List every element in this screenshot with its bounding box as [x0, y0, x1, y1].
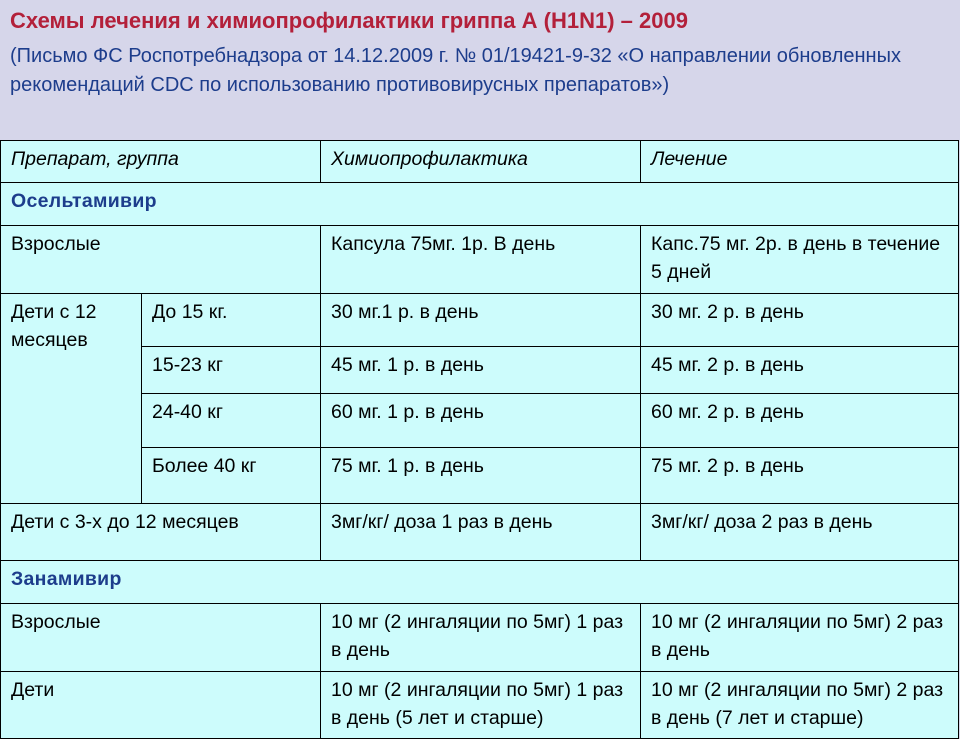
treatment-cell: 45 мг. 2 р. в день — [641, 347, 959, 394]
prophylaxis-cell: 60 мг. 1 р. в день — [321, 394, 641, 448]
slide-header — [0, 0, 960, 138]
group-cell: Дети с 12 месяцев — [1, 294, 142, 504]
prophylaxis-cell: 75 мг. 1 р. в день — [321, 448, 641, 504]
header-treatment: Лечение — [641, 141, 959, 183]
weight-cell: 15-23 кг — [142, 347, 321, 394]
section-row-oseltamivir — [1, 183, 959, 226]
treatment-cell: 75 мг. 2 р. в день — [641, 448, 959, 504]
table-row — [1, 504, 959, 561]
table-header-row — [1, 141, 959, 183]
prophylaxis-cell: 10 мг (2 ингаляции по 5мг) 1 раз в день (5 лет и старше) — [321, 672, 641, 739]
table-row — [1, 226, 959, 294]
group-cell: Дети с 3-х до 12 месяцев — [1, 504, 321, 561]
header-prophylaxis: Химиопрофилактика — [321, 141, 641, 183]
group-cell: Взрослые — [1, 226, 321, 294]
weight-cell: Более 40 кг — [142, 448, 321, 504]
section-title-oseltamivir: Осельтамивир — [1, 183, 959, 226]
treatment-cell: 10 мг (2 ингаляции по 5мг) 2 раз в день (7 лет и старше) — [641, 672, 959, 739]
table-row — [1, 394, 959, 448]
treatment-cell: 60 мг. 2 р. в день — [641, 394, 959, 448]
table-row — [1, 672, 959, 739]
table-row — [1, 347, 959, 394]
weight-cell: До 15 кг. — [142, 294, 321, 347]
header-drug-group: Препарат, группа — [1, 141, 321, 183]
group-cell: Дети — [1, 672, 321, 739]
treatment-cell: 3мг/кг/ доза 2 раз в день — [641, 504, 959, 561]
prophylaxis-cell: Капсула 75мг. 1р. В день — [321, 226, 641, 294]
prophylaxis-cell: 30 мг.1 р. в день — [321, 294, 641, 347]
prophylaxis-cell: 45 мг. 1 р. в день — [321, 347, 641, 394]
treatment-cell: 10 мг (2 ингаляции по 5мг) 2 раз в день — [641, 604, 959, 672]
weight-cell: 24-40 кг — [142, 394, 321, 448]
prophylaxis-cell: 10 мг (2 ингаляции по 5мг) 1 раз в день — [321, 604, 641, 672]
treatment-cell: 30 мг. 2 р. в день — [641, 294, 959, 347]
page-title: Схемы лечения и химиопрофилактики гриппа А (H1N1) – 2009 — [10, 8, 688, 33]
table-row — [1, 448, 959, 504]
group-cell: Взрослые — [1, 604, 321, 672]
section-title-zanamivir: Занамивир — [1, 561, 959, 604]
table-row — [1, 294, 959, 347]
treatment-cell: Капс.75 мг. 2р. в день в течение 5 дней — [641, 226, 959, 294]
section-row-zanamivir — [1, 561, 959, 604]
table-row — [1, 604, 959, 672]
page-subtitle: (Письмо ФС Роспотребнадзора от 14.12.2009 г. № 01/19421-9-32 «О направлении обновленных рекомендаций CDC по использованию противовирусных препаратов») — [10, 45, 901, 96]
prophylaxis-cell: 3мг/кг/ доза 1 раз в день — [321, 504, 641, 561]
treatment-table — [0, 140, 959, 739]
